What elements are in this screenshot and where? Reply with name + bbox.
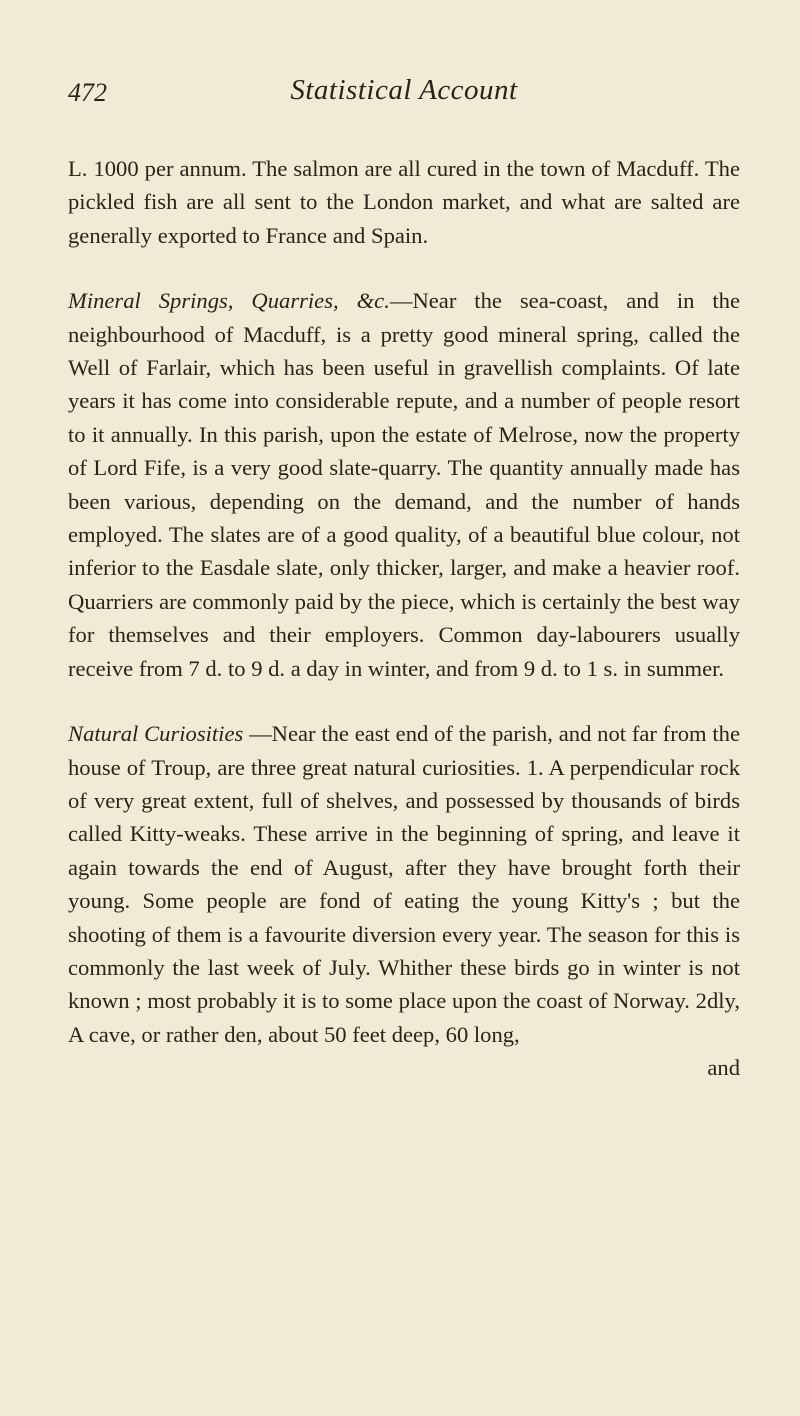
body-text <box>68 152 740 1084</box>
book-page <box>0 68 800 1416</box>
catchword: and <box>707 1055 740 1081</box>
page-header <box>68 68 740 126</box>
paragraph-text: —Near the east end of the parish, and not far from the house of Troup, are three great natural curiosities. 1. A perpendicular rock of very great extent, full of shelves, and possessed by thousands of birds called Kitty-weaks. These arrive in the beginning of spring, and leave it again towards the end of August, after they have brought forth their young. Some people are fond of eating the young Kitty's ; but the shooting of them is a favourite diversion every year. The season for this is commonly the last week of July. Whither these birds go in winter is not known ; most probably it is to some place upon the coast of Norway. 2dly, A cave, or rather den, about 50 feet deep, 60 long, <box>68 721 740 1047</box>
paragraph-text: —Near the sea-coast, and in the neighbourhood of Macduff, is a pretty good mineral spring, called the Well of Farlair, which has been useful in gravellish complaints. Of late years it has come into considerable repute, and a number of people resort to it annually. In this parish, upon the estate of Melrose, now the property of Lord Fife, is a very good slate-quarry. The quantity annually made has been various, depending on the demand, and the number of hands employed. The slates are of a good quality, of a beautiful blue colour, not inferior to the Easdale slate, only thicker, larger, and make a heavier roof. Quarriers are commonly paid by the piece, which is certainly the best way for themselves and their employers. Common day-labourers usually receive from 7 d. to 9 d. a day in winter, and from 9 d. to 1 s. in summer. <box>68 288 740 681</box>
page-number: 472 <box>68 78 107 107</box>
running-head: Statistical Account <box>290 74 518 106</box>
paragraph-text: L. 1000 per annum. The salmon are all cured in the town of Macduff. The pickled fish are all sent to the London market, and what are salted are generally exported to France and Spain. <box>68 156 740 248</box>
paragraph-salmon <box>68 152 740 252</box>
paragraph-heading: Natural Curiosities <box>68 721 244 747</box>
paragraph-natural-curiosities <box>68 717 740 1051</box>
paragraph-mineral-springs <box>68 284 740 685</box>
paragraph-heading: Mineral Springs, Quarries, &c. <box>68 288 390 314</box>
